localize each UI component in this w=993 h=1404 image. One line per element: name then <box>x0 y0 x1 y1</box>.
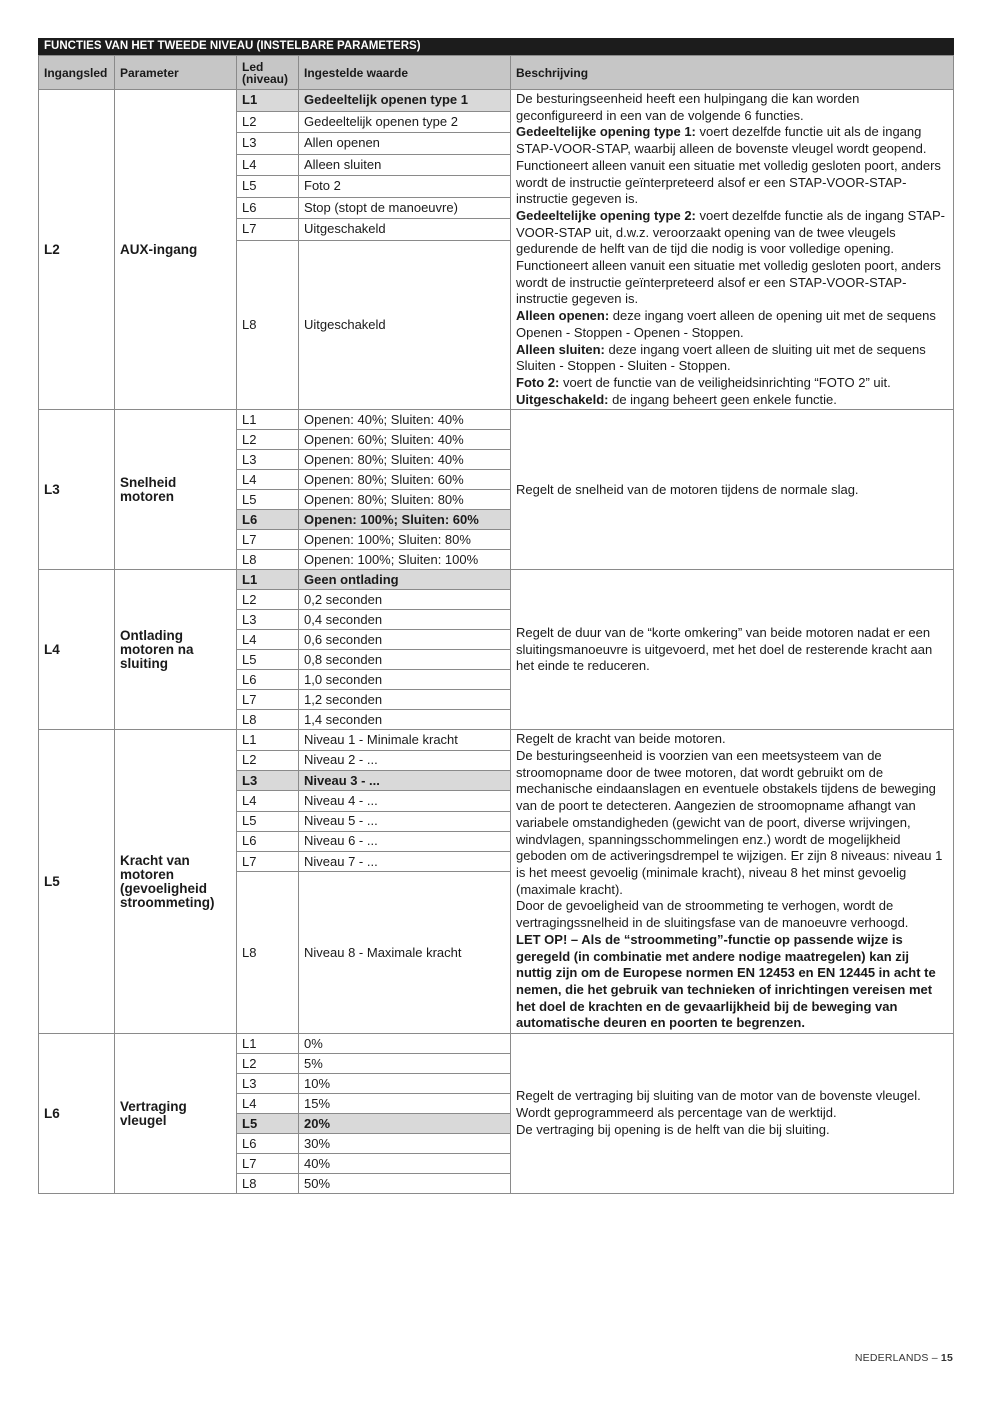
description-paragraph <box>516 1105 948 1122</box>
led-level-cell: L6 <box>237 510 299 530</box>
input-led-cell: L2 <box>39 90 115 410</box>
description-paragraph <box>516 91 948 124</box>
description-text: Regelt de vertraging bij sluiting van de motor van de bovenste vleugel. <box>516 1088 921 1104</box>
table-title: FUNCTIES VAN HET TWEEDE NIVEAU (INSTELBARE PARAMETERS) <box>38 38 954 55</box>
table-row <box>39 410 954 430</box>
header-description: Beschrijving <box>511 56 954 90</box>
input-led-cell: L4 <box>39 570 115 730</box>
table-row <box>39 730 954 750</box>
input-led-cell: L6 <box>39 1034 115 1194</box>
description-text: voert dezelfde functie als de ingang STAP-VOOR-STAP uit, d.w.z. veroorzaakt opening van de twee vleugels gedurende de helft van de tijd die nodig is voor volledige opening. Functioneert alleen vanuit een situatie met volledig gesloten poort, anders wordt de instructie geïnterpreteerd alsof er een STAP-VOOR-STAP-instructie gegeven is. <box>516 207 945 307</box>
set-value-cell: 0,6 seconden <box>299 630 511 650</box>
led-level-cell: L3 <box>237 133 299 155</box>
description-text: deze ingang voert alleen de sluiting uit met de sequens Sluiten - Stoppen - Sluiten - Stoppen. <box>516 341 926 374</box>
description-text: voert dezelfde functie uit als de ingang STAP-VOOR-STAP, waarbij alleen de bovenste vleugel wordt geopend. Functioneert alleen vanuit een situatie met volledig gesloten poort, anders wordt de instructie geïnterpreteerd alsof er een STAP-VOOR-STAP-instructie gegeven is. <box>516 124 941 207</box>
led-level-cell: L8 <box>237 872 299 1034</box>
set-value-cell: Openen: 80%; Sluiten: 80% <box>299 490 511 510</box>
led-level-cell: L8 <box>237 550 299 570</box>
set-value-cell: 0% <box>299 1034 511 1054</box>
description-paragraph <box>516 308 948 341</box>
set-value-cell: 50% <box>299 1174 511 1194</box>
set-value-cell: Allen openen <box>299 133 511 155</box>
led-level-cell: L4 <box>237 1094 299 1114</box>
led-level-cell: L2 <box>237 111 299 133</box>
set-value-cell: Uitgeschakeld <box>299 219 511 241</box>
led-level-cell: L1 <box>237 730 299 750</box>
header-input: Ingangsled <box>39 56 115 90</box>
set-value-cell: Openen: 80%; Sluiten: 60% <box>299 470 511 490</box>
description-cell <box>511 1034 954 1194</box>
description-cell <box>511 730 954 1034</box>
set-value-cell: Gedeeltelijk openen type 1 <box>299 90 511 112</box>
description-text: Regelt de snelheid van de motoren tijdens de normale slag. <box>516 481 859 497</box>
description-bold-lead: Alleen openen: <box>516 308 610 324</box>
set-value-cell: Niveau 7 - ... <box>299 852 511 872</box>
led-level-cell: L6 <box>237 670 299 690</box>
header-parameter: Parameter <box>115 56 237 90</box>
description-bold-lead: Alleen sluiten: <box>516 341 605 357</box>
set-value-cell: Foto 2 <box>299 176 511 198</box>
description-text: Wordt geprogrammeerd als percentage van de werktijd. <box>516 1105 837 1121</box>
led-level-cell: L7 <box>237 690 299 710</box>
led-level-cell: L1 <box>237 1034 299 1054</box>
led-level-cell: L8 <box>237 240 299 410</box>
set-value-cell: Alleen sluiten <box>299 154 511 176</box>
set-value-cell: Geen ontlading <box>299 570 511 590</box>
led-level-cell: L5 <box>237 811 299 831</box>
set-value-cell: 20% <box>299 1114 511 1134</box>
set-value-cell: 0,4 seconden <box>299 610 511 630</box>
set-value-cell: 40% <box>299 1154 511 1174</box>
description-cell <box>511 570 954 730</box>
led-level-cell: L7 <box>237 852 299 872</box>
set-value-cell: Uitgeschakeld <box>299 240 511 410</box>
led-level-cell: L7 <box>237 219 299 241</box>
description-bold-lead: Uitgeschakeld: <box>516 391 609 407</box>
description-paragraph <box>516 1088 948 1105</box>
set-value-cell: Stop (stopt de manoeuvre) <box>299 197 511 219</box>
description-paragraph <box>516 932 948 1032</box>
led-level-cell: L5 <box>237 650 299 670</box>
page-footer <box>855 1352 953 1364</box>
page-number: 15 <box>940 1352 953 1364</box>
set-value-cell: 0,2 seconden <box>299 590 511 610</box>
description-text: voert de functie van de veiligheidsinrichting “FOTO 2” uit. <box>559 374 891 390</box>
description-text: De besturingseenheid heeft een hulpingang die kan worden geconfigureerd in een van de volgende 6 functies. <box>516 91 860 123</box>
led-level-cell: L7 <box>237 530 299 550</box>
led-level-cell: L6 <box>237 831 299 851</box>
led-level-cell: L8 <box>237 1174 299 1194</box>
set-value-cell: Gedeeltelijk openen type 2 <box>299 111 511 133</box>
led-level-cell: L2 <box>237 590 299 610</box>
set-value-cell: 30% <box>299 1134 511 1154</box>
description-paragraph <box>516 625 948 675</box>
input-led-cell: L3 <box>39 410 115 570</box>
parameter-cell: AUX-ingang <box>115 90 237 410</box>
set-value-cell: 1,0 seconden <box>299 670 511 690</box>
led-level-cell: L8 <box>237 710 299 730</box>
led-level-cell: L4 <box>237 470 299 490</box>
led-level-cell: L5 <box>237 176 299 198</box>
description-paragraph <box>516 342 948 375</box>
description-paragraph <box>516 124 948 208</box>
set-value-cell: 1,4 seconden <box>299 710 511 730</box>
set-value-cell: Openen: 100%; Sluiten: 80% <box>299 530 511 550</box>
description-bold-lead: Foto 2: <box>516 374 560 390</box>
led-level-cell: L4 <box>237 630 299 650</box>
description-text: De besturingseenheid is voorzien van een meetsysteem van de stroomopname door de twee motoren, dat wordt gebruikt om de mechanische eindaanslagen en eventuele obstakels tijdens de beweging van de poort te detecteren. Aangezien de stroomopname afhangt van variabele omstandigheden (gewicht van de poort, diverse wrijvingen, windvlagen, spanningsschommelingen enz.) wordt de mogelijkheid geboden om de activeringsdrempel te wijzigen. Er zijn 8 niveaus: niveau 1 is het meest gevoelig (minimale kracht), niveau 8 het minst gevoelig (maximale kracht). <box>516 748 943 897</box>
led-level-cell: L3 <box>237 1074 299 1094</box>
led-level-cell: L5 <box>237 490 299 510</box>
parameter-cell: Snelheid motoren <box>115 410 237 570</box>
set-value-cell: 0,8 seconden <box>299 650 511 670</box>
set-value-cell: Niveau 4 - ... <box>299 791 511 811</box>
set-value-cell: Niveau 3 - ... <box>299 770 511 790</box>
set-value-cell: 10% <box>299 1074 511 1094</box>
description-text: de ingang beheert geen enkele functie. <box>608 391 837 407</box>
parameters-table <box>38 55 954 1194</box>
description-paragraph <box>516 208 948 308</box>
description-paragraph <box>516 1122 948 1139</box>
set-value-cell: Openen: 80%; Sluiten: 40% <box>299 450 511 470</box>
footer-language: NEDERLANDS – <box>854 1352 941 1364</box>
description-paragraph <box>516 482 948 499</box>
description-text: Door de gevoeligheid van de stroommeting te verhogen, wordt de vertragingssnelheid in de sluitingsfase van de manoeuvre verhoogd. <box>516 898 909 931</box>
set-value-cell: Niveau 6 - ... <box>299 831 511 851</box>
led-level-cell: L3 <box>237 610 299 630</box>
set-value-cell: Niveau 8 - Maximale kracht <box>299 872 511 1034</box>
set-value-cell: Openen: 60%; Sluiten: 40% <box>299 430 511 450</box>
input-led-cell: L5 <box>39 730 115 1034</box>
led-level-cell: L4 <box>237 791 299 811</box>
parameter-cell: Kracht van motoren (gevoeligheid stroommeting) <box>115 730 237 1034</box>
set-value-cell: Niveau 1 - Minimale kracht <box>299 730 511 750</box>
description-cell <box>511 410 954 570</box>
header-led: Led (niveau) <box>237 56 299 90</box>
header-row <box>39 56 954 90</box>
description-paragraph <box>516 375 948 392</box>
set-value-cell: 15% <box>299 1094 511 1114</box>
description-bold-lead: Gedeeltelijke opening type 2: <box>516 207 696 223</box>
description-cell <box>511 90 954 410</box>
description-bold-lead: Gedeeltelijke opening type 1: <box>516 124 696 140</box>
led-level-cell: L1 <box>237 90 299 112</box>
set-value-cell: Niveau 5 - ... <box>299 811 511 831</box>
led-level-cell: L2 <box>237 750 299 770</box>
set-value-cell: Openen: 100%; Sluiten: 60% <box>299 510 511 530</box>
parameter-cell: Ontlading motoren na sluiting <box>115 570 237 730</box>
led-level-cell: L6 <box>237 1134 299 1154</box>
description-text: deze ingang voert alleen de opening uit met de sequens Openen - Stoppen - Openen - Stoppen. <box>516 308 936 340</box>
led-level-cell: L3 <box>237 770 299 790</box>
description-text: Regelt de duur van de “korte omkering” van beide motoren nadat er een sluitingsmanoeuvre is uitgevoerd, met het doel de resterende kracht aan het einde te reduceren. <box>516 624 933 674</box>
led-level-cell: L3 <box>237 450 299 470</box>
description-bold-lead: LET OP! – Als de “stroommeting”-functie op passende wijze is geregeld (in combinatie met andere nodige maatregelen) kan zij nuttig zijn om de Europese normen EN 12453 en EN 12445 in acht te nemen, die het gebruik van technieken of inrichtingen vereisen met het doel de krachten en de gevaarlijkheid bij de beweging van automatische deuren en poorten te begrenzen. <box>516 931 936 1031</box>
description-text: De vertraging bij opening is de helft van die bij sluiting. <box>516 1121 830 1137</box>
description-paragraph <box>516 748 948 898</box>
led-level-cell: L2 <box>237 1054 299 1074</box>
led-level-cell: L2 <box>237 430 299 450</box>
set-value-cell: 1,2 seconden <box>299 690 511 710</box>
set-value-cell: Openen: 40%; Sluiten: 40% <box>299 410 511 430</box>
parameter-cell: Vertraging vleugel <box>115 1034 237 1194</box>
led-level-cell: L1 <box>237 570 299 590</box>
set-value-cell: Niveau 2 - ... <box>299 750 511 770</box>
table-row <box>39 1034 954 1054</box>
set-value-cell: Openen: 100%; Sluiten: 100% <box>299 550 511 570</box>
led-level-cell: L4 <box>237 154 299 176</box>
header-value: Ingestelde waarde <box>299 56 511 90</box>
led-level-cell: L5 <box>237 1114 299 1134</box>
set-value-cell: 5% <box>299 1054 511 1074</box>
description-paragraph <box>516 731 948 748</box>
table-row <box>39 90 954 112</box>
description-paragraph <box>516 898 948 931</box>
led-level-cell: L6 <box>237 197 299 219</box>
led-level-cell: L7 <box>237 1154 299 1174</box>
table-row <box>39 570 954 590</box>
description-text: Regelt de kracht van beide motoren. <box>516 731 726 747</box>
description-paragraph <box>516 392 948 409</box>
led-level-cell: L1 <box>237 410 299 430</box>
